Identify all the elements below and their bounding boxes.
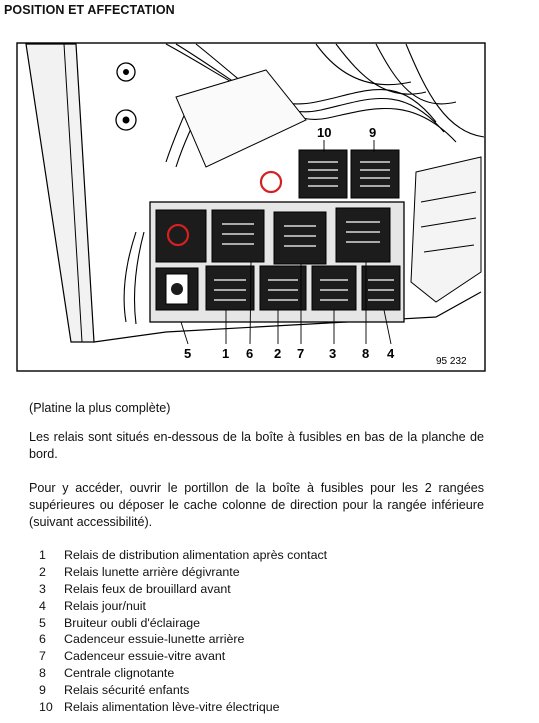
- relay-board-illustration: [16, 42, 486, 372]
- paragraph-location: Les relais sont situés en-dessous de la boîte à fusibles en bas de la planche de bord.: [29, 430, 484, 461]
- list-item: 6 Cadenceur essuie-lunette arrière: [39, 632, 245, 647]
- callout-2: 2: [274, 346, 282, 361]
- figure-reference: 95 232: [436, 356, 467, 367]
- page-title: POSITION ET AFFECTATION: [4, 3, 175, 17]
- callout-8: 8: [362, 346, 370, 361]
- callout-9: 9: [369, 125, 377, 140]
- callout-4: 4: [387, 346, 395, 361]
- callout-3: 3: [329, 346, 337, 361]
- list-item: 7 Cadenceur essuie-vitre avant: [39, 649, 226, 664]
- callout-1: 1: [222, 346, 230, 361]
- list-item: 4 Relais jour/nuit: [39, 598, 146, 613]
- relay-legend-list: [39, 547, 327, 716]
- callout-10: 10: [317, 125, 332, 140]
- list-item: 5 Bruiteur oubli d'éclairage: [39, 615, 200, 630]
- callout-7: 7: [297, 346, 305, 361]
- list-item: 9 Relais sécurité enfants: [39, 683, 190, 698]
- list-item: 3 Relais feux de brouillard avant: [39, 581, 231, 596]
- list-item: 2 Relais lunette arrière dégivrante: [39, 564, 240, 579]
- list-item: 8 Centrale clignotante: [39, 666, 175, 681]
- list-item: 10 Relais alimentation lève-vitre électrique: [39, 700, 280, 715]
- paragraph-access: Pour y accéder, ouvrir le portillon de la boîte à fusibles pour les 2 rangées supérieures ou déposer le cache colonne de direction pour la rangée inférieure (suivant accessibilité).: [29, 481, 484, 529]
- list-item: 1 Relais de distribution alimentation après contact: [39, 548, 328, 562]
- callout-6: 6: [246, 346, 254, 361]
- callout-5: 5: [184, 346, 192, 361]
- figure-caption: (Platine la plus complète): [29, 401, 171, 415]
